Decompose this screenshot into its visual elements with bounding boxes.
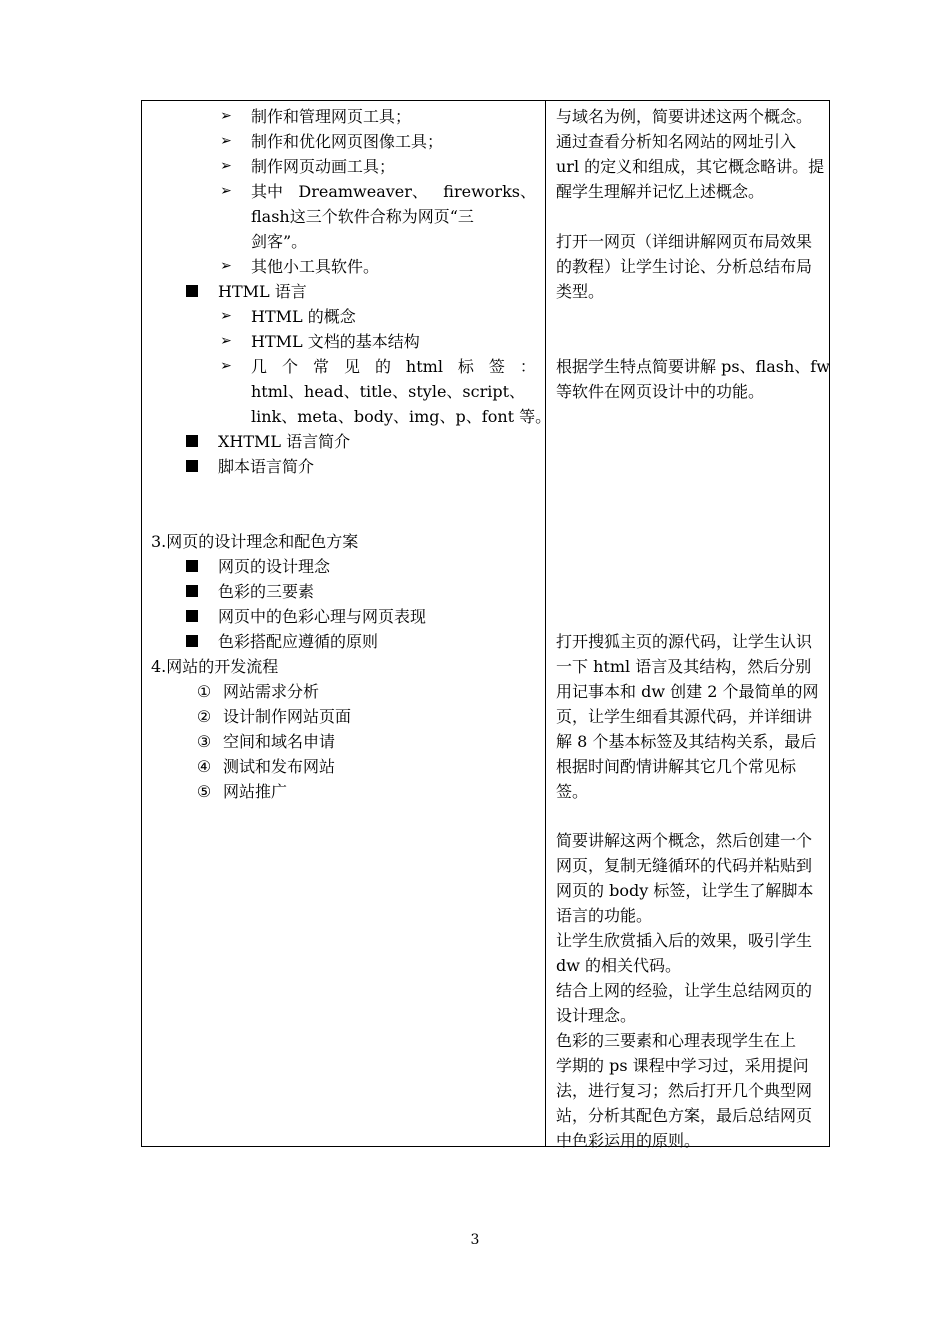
section-item: 色彩搭配应遵循的原则 xyxy=(142,629,545,654)
note-line: 的教程）让学生讨论、分析总结布局 xyxy=(556,257,813,276)
numbered-item: ② 设计制作网站页面 xyxy=(142,704,545,729)
note-line: 根据学生特点简要讲解 ps、flash、fw xyxy=(556,357,830,376)
arrow-bullet-icon: ➢ xyxy=(220,333,232,349)
note-line: 学期的 ps 课程中学习过，采用提问 xyxy=(556,1056,809,1075)
section-title: 4.网站的开发流程 xyxy=(151,657,279,676)
numbered-item: ④ 测试和发布网站 xyxy=(142,754,545,779)
list-item: ➢ 其中 Dreamweaver、 fireworks、 xyxy=(142,179,545,204)
note-line: 网页的 body 标签，让学生了解脚本 xyxy=(556,881,814,900)
note-line: 根据时间酌情讲解其它几个常见标 xyxy=(556,757,797,776)
arrow-bullet-icon: ➢ xyxy=(220,158,232,174)
note-line: url 的定义和组成，其它概念略讲。提 xyxy=(556,157,825,176)
arrow-bullet-icon: ➢ xyxy=(220,358,232,374)
note-line: 解 8 个基本标签及其结构关系，最后 xyxy=(556,732,817,751)
square-bullet-icon xyxy=(186,460,198,472)
list-item: ➢ 制作和优化网页图像工具； xyxy=(142,129,545,154)
note-line: 等软件在网页设计中的功能。 xyxy=(556,382,765,401)
list-item: ➢ HTML 的概念 xyxy=(142,304,545,329)
note-line: 用记事本和 dw 创建 2 个最简单的网 xyxy=(556,682,819,701)
note-line: 让学生欣赏插入后的效果，吸引学生 xyxy=(556,931,813,950)
column-divider xyxy=(545,101,546,1146)
list-item-continued: link、meta、body、img、p、font 等。 xyxy=(251,407,552,426)
arrow-bullet-icon: ➢ xyxy=(220,108,232,124)
square-bullet-icon xyxy=(186,635,198,647)
note-line: 通过查看分析知名网站的网址引入 xyxy=(556,132,797,151)
numbered-item: ⑤ 网站推广 xyxy=(142,779,545,804)
note-line: 类型。 xyxy=(556,282,605,301)
page-number: 3 xyxy=(470,1232,480,1248)
note-line: 法，进行复习；然后打开几个典型网 xyxy=(556,1081,813,1100)
note-line: dw 的相关代码。 xyxy=(556,956,682,975)
arrow-bullet-icon: ➢ xyxy=(220,308,232,324)
lesson-table xyxy=(141,100,830,1150)
circled-number-icon: ④ xyxy=(196,757,212,776)
note-line: 页，让学生细看其源代码，并详细讲 xyxy=(556,707,813,726)
arrow-bullet-icon: ➢ xyxy=(220,133,232,149)
note-line: 结合上网的经验，让学生总结网页的 xyxy=(556,981,813,1000)
arrow-bullet-icon: ➢ xyxy=(220,258,232,274)
section-item: 色彩的三要素 xyxy=(142,579,545,604)
note-line: 中色彩运用的原则。 xyxy=(556,1131,701,1150)
circled-number-icon: ① xyxy=(196,682,212,701)
note-line: 打开搜狐主页的源代码，让学生认识 xyxy=(556,632,813,651)
square-bullet-icon xyxy=(186,285,198,297)
circled-number-icon: ② xyxy=(196,707,212,726)
note-line: 设计理念。 xyxy=(556,1006,637,1025)
note-line: 简要讲解这两个概念，然后创建一个 xyxy=(556,831,813,850)
list-item-continued: flash这三个软件合称为网页“三 xyxy=(251,207,474,226)
section-item: 脚本语言简介 xyxy=(142,454,545,479)
note-line: 网页，复制无缝循环的代码并粘贴到 xyxy=(556,856,813,875)
note-line: 色彩的三要素和心理表现学生在上 xyxy=(556,1031,797,1050)
list-item: ➢ 制作和管理网页工具； xyxy=(142,104,545,129)
square-bullet-icon xyxy=(186,610,198,622)
square-bullet-icon xyxy=(186,585,198,597)
note-line: 与域名为例，简要讲述这两个概念。 xyxy=(556,107,813,126)
circled-number-icon: ③ xyxy=(196,732,212,751)
list-item: ➢ 几 个 常 见 的 html 标 签 ： xyxy=(142,354,545,379)
section-item: XHTML 语言简介 xyxy=(142,429,545,454)
section-item: 网页的设计理念 xyxy=(142,554,545,579)
note-line: 醒学生理解并记忆上述概念。 xyxy=(556,182,765,201)
section-title: 3.网页的设计理念和配色方案 xyxy=(151,532,359,551)
note-line: 语言的功能。 xyxy=(556,906,653,925)
numbered-item: ① 网站需求分析 xyxy=(142,679,545,704)
list-item: ➢ HTML 文档的基本结构 xyxy=(142,329,545,354)
list-item-continued: html、head、title、style、script、 xyxy=(251,382,526,401)
note-line: 签。 xyxy=(556,782,589,801)
note-line: 站，分析其配色方案，最后总结网页 xyxy=(556,1106,813,1125)
section-item: HTML 语言 xyxy=(142,279,545,304)
list-item-continued: 剑客”。 xyxy=(251,232,308,251)
circled-number-icon: ⑤ xyxy=(196,782,212,801)
note-line: 一下 html 语言及其结构，然后分别 xyxy=(556,657,812,676)
square-bullet-icon xyxy=(186,560,198,572)
section-item: 网页中的色彩心理与网页表现 xyxy=(142,604,545,629)
list-item: ➢ 制作网页动画工具； xyxy=(142,154,545,179)
list-item: ➢ 其他小工具软件。 xyxy=(142,254,545,279)
arrow-bullet-icon: ➢ xyxy=(220,183,232,199)
note-line: 打开一网页（详细讲解网页布局效果 xyxy=(556,232,813,251)
numbered-item: ③ 空间和域名申请 xyxy=(142,729,545,754)
square-bullet-icon xyxy=(186,435,198,447)
